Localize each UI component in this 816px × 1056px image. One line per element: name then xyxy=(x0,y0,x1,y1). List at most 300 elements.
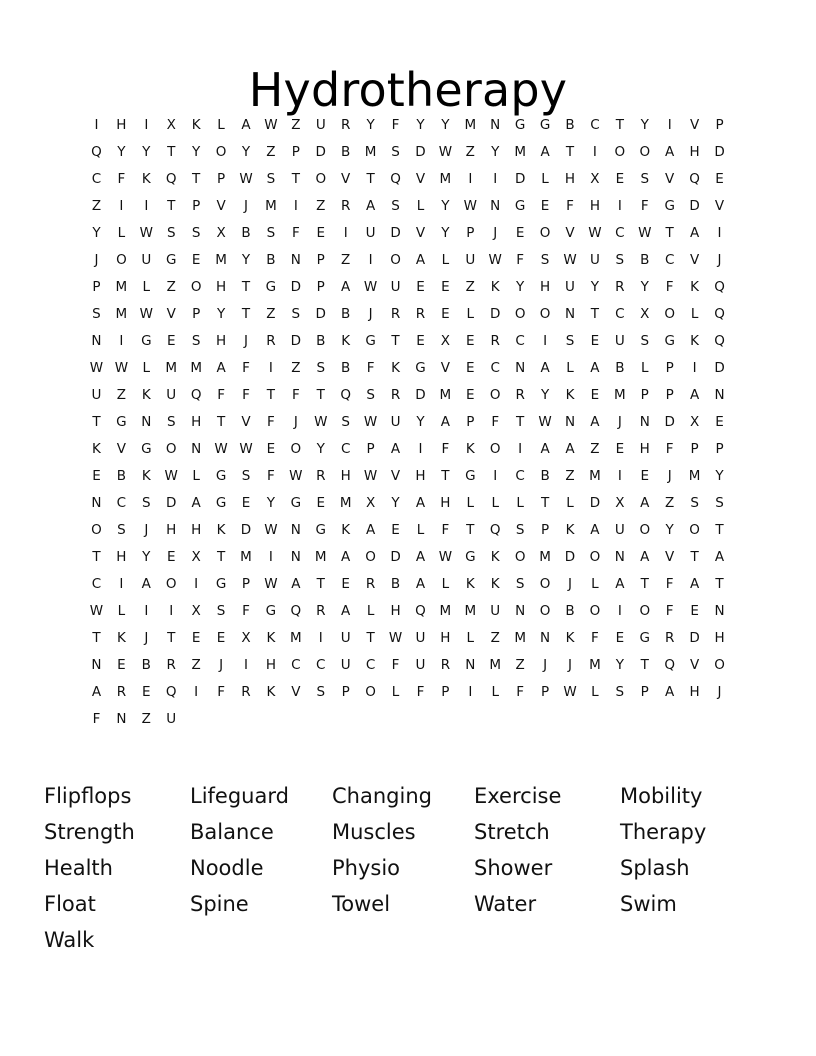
grid-cell[interactable]: H xyxy=(539,279,551,295)
grid-cell[interactable]: E xyxy=(441,279,450,295)
grid-cell[interactable]: E xyxy=(191,630,201,646)
grid-cell[interactable]: Y xyxy=(142,144,151,160)
grid-cell[interactable]: Z xyxy=(91,198,102,214)
grid-cell[interactable]: U xyxy=(91,387,102,403)
grid-cell[interactable]: L xyxy=(416,198,425,214)
grid-cell[interactable]: I xyxy=(617,198,622,214)
grid-cell[interactable]: F xyxy=(267,414,275,430)
grid-cell[interactable]: N xyxy=(714,387,725,403)
grid-cell[interactable]: I xyxy=(194,576,199,592)
grid-cell[interactable]: S xyxy=(341,414,350,430)
grid-cell[interactable]: Y xyxy=(241,144,251,160)
grid-cell[interactable]: E xyxy=(540,198,550,214)
grid-cell[interactable]: Y xyxy=(491,144,500,160)
grid-cell[interactable]: O xyxy=(165,441,177,457)
grid-cell[interactable]: L xyxy=(192,468,200,484)
grid-cell[interactable]: S xyxy=(92,306,101,322)
grid-cell[interactable]: H xyxy=(440,495,451,511)
grid-cell[interactable]: V xyxy=(689,657,700,673)
grid-cell[interactable]: W xyxy=(264,522,278,538)
grid-cell[interactable]: Z xyxy=(291,360,301,376)
grid-cell[interactable]: P xyxy=(715,117,724,133)
grid-cell[interactable]: D xyxy=(689,630,700,646)
grid-cell[interactable]: T xyxy=(167,630,176,646)
grid-cell[interactable]: O xyxy=(664,306,675,322)
grid-cell[interactable]: U xyxy=(415,630,426,646)
grid-cell[interactable]: T xyxy=(316,387,325,403)
grid-cell[interactable]: K xyxy=(565,630,575,646)
grid-cell[interactable]: P xyxy=(216,171,226,187)
grid-cell[interactable]: A xyxy=(540,441,550,457)
grid-cell[interactable]: I xyxy=(119,333,124,349)
grid-cell[interactable]: T xyxy=(266,387,276,403)
grid-cell[interactable]: I xyxy=(692,360,697,376)
grid-cell[interactable]: W xyxy=(463,198,477,214)
grid-cell[interactable]: S xyxy=(191,333,201,349)
grid-cell[interactable]: P xyxy=(665,387,674,403)
grid-cell[interactable]: F xyxy=(665,441,674,457)
grid-cell[interactable]: N xyxy=(191,441,202,457)
grid-cell[interactable]: D xyxy=(714,144,725,160)
grid-cell[interactable]: T xyxy=(366,630,375,646)
grid-cell[interactable]: T xyxy=(690,549,699,565)
grid-cell[interactable]: L xyxy=(366,603,375,619)
grid-cell[interactable]: O xyxy=(539,603,551,619)
grid-cell[interactable]: P xyxy=(192,198,201,214)
grid-cell[interactable]: D xyxy=(390,225,401,241)
grid-cell[interactable]: K xyxy=(565,522,575,538)
grid-cell[interactable]: V xyxy=(341,171,351,187)
grid-cell[interactable]: W xyxy=(264,117,278,133)
grid-cell[interactable]: I xyxy=(518,441,523,457)
grid-cell[interactable]: J xyxy=(493,225,498,241)
grid-cell[interactable]: D xyxy=(714,360,725,376)
grid-cell[interactable]: T xyxy=(92,414,101,430)
grid-cell[interactable]: K xyxy=(266,630,276,646)
grid-cell[interactable]: A xyxy=(640,495,650,511)
grid-cell[interactable]: Y xyxy=(715,468,724,484)
grid-cell[interactable]: E xyxy=(715,171,724,187)
grid-cell[interactable]: E xyxy=(640,468,650,484)
grid-cell[interactable]: Z xyxy=(465,279,475,295)
grid-cell[interactable]: E xyxy=(166,333,176,349)
grid-cell[interactable]: E xyxy=(416,333,425,349)
grid-cell[interactable]: F xyxy=(267,468,275,484)
grid-cell[interactable]: V xyxy=(665,549,675,565)
grid-cell[interactable]: W xyxy=(363,414,378,430)
grid-cell[interactable]: W xyxy=(363,279,378,295)
grid-cell[interactable]: I xyxy=(194,684,199,700)
grid-cell[interactable]: U xyxy=(565,279,575,295)
grid-cell[interactable]: U xyxy=(166,711,177,727)
grid-cell[interactable]: O xyxy=(489,387,501,403)
grid-cell[interactable]: Q xyxy=(290,603,302,619)
grid-cell[interactable]: A xyxy=(590,522,600,538)
grid-cell[interactable]: U xyxy=(166,387,177,403)
grid-cell[interactable]: K xyxy=(465,576,475,592)
grid-cell[interactable]: P xyxy=(466,225,475,241)
grid-cell[interactable]: W xyxy=(89,360,104,376)
grid-cell[interactable]: O xyxy=(215,144,227,160)
grid-cell[interactable]: P xyxy=(291,144,300,160)
grid-cell[interactable]: C xyxy=(490,360,500,376)
grid-cell[interactable]: Q xyxy=(714,306,725,322)
grid-cell[interactable]: G xyxy=(265,279,277,295)
grid-cell[interactable]: S xyxy=(291,306,301,322)
grid-cell[interactable]: T xyxy=(715,522,724,538)
word-list-item[interactable]: Towel xyxy=(332,892,391,916)
word-list-item[interactable]: Splash xyxy=(620,856,690,880)
grid-cell[interactable]: X xyxy=(440,333,450,349)
grid-cell[interactable]: W xyxy=(89,603,104,619)
grid-cell[interactable]: O xyxy=(639,522,651,538)
grid-cell[interactable]: U xyxy=(614,333,625,349)
grid-cell[interactable]: J xyxy=(543,657,548,673)
grid-cell[interactable]: E xyxy=(441,306,450,322)
grid-cell[interactable]: D xyxy=(290,333,302,349)
grid-cell[interactable]: M xyxy=(439,387,452,403)
grid-cell[interactable]: C xyxy=(316,657,326,673)
grid-cell[interactable]: S xyxy=(166,414,176,430)
grid-cell[interactable]: G xyxy=(664,198,675,214)
grid-cell[interactable]: B xyxy=(565,603,575,619)
grid-cell[interactable]: N xyxy=(91,495,102,511)
grid-cell[interactable]: S xyxy=(615,252,625,268)
grid-cell[interactable]: S xyxy=(640,171,650,187)
grid-cell[interactable]: K xyxy=(465,441,475,457)
grid-cell[interactable]: O xyxy=(489,441,501,457)
grid-cell[interactable]: U xyxy=(141,252,152,268)
grid-cell[interactable]: A xyxy=(689,387,700,403)
grid-cell[interactable]: V xyxy=(689,117,700,133)
grid-cell[interactable]: M xyxy=(439,603,452,619)
grid-cell[interactable]: F xyxy=(416,684,425,700)
grid-cell[interactable]: W xyxy=(139,225,153,241)
grid-cell[interactable]: W xyxy=(314,414,328,430)
grid-cell[interactable]: E xyxy=(515,225,525,241)
grid-cell[interactable]: I xyxy=(119,576,124,592)
grid-cell[interactable]: W xyxy=(239,441,253,457)
grid-cell[interactable]: G xyxy=(415,360,426,376)
grid-cell[interactable]: G xyxy=(465,468,476,484)
grid-cell[interactable]: W xyxy=(289,468,303,484)
grid-cell[interactable]: N xyxy=(614,549,625,565)
grid-cell[interactable]: A xyxy=(540,144,550,160)
grid-cell[interactable]: L xyxy=(516,495,524,511)
grid-cell[interactable]: T xyxy=(92,549,101,565)
grid-cell[interactable]: O xyxy=(116,252,127,268)
grid-cell[interactable]: S xyxy=(117,522,126,538)
grid-cell[interactable]: L xyxy=(491,495,499,511)
word-list-item[interactable]: Mobility xyxy=(620,784,703,808)
grid-cell[interactable]: V xyxy=(415,225,426,241)
grid-cell[interactable]: B xyxy=(141,657,151,673)
grid-cell[interactable]: M xyxy=(364,144,377,160)
grid-cell[interactable]: F xyxy=(441,441,450,457)
grid-cell[interactable]: W xyxy=(164,468,178,484)
grid-cell[interactable]: G xyxy=(116,414,127,430)
grid-cell[interactable]: G xyxy=(215,495,227,511)
grid-cell[interactable]: D xyxy=(315,144,326,160)
grid-cell[interactable]: D xyxy=(415,144,426,160)
grid-cell[interactable]: T xyxy=(441,468,450,484)
grid-cell[interactable]: Y xyxy=(640,279,649,295)
grid-cell[interactable]: S xyxy=(515,522,525,538)
grid-cell[interactable]: K xyxy=(490,549,500,565)
grid-cell[interactable]: F xyxy=(591,630,599,646)
grid-cell[interactable]: R xyxy=(166,657,176,673)
grid-cell[interactable]: A xyxy=(191,495,201,511)
grid-cell[interactable]: W xyxy=(563,252,577,268)
grid-cell[interactable]: O xyxy=(290,441,302,457)
grid-cell[interactable]: Y xyxy=(665,522,674,538)
grid-cell[interactable]: B xyxy=(341,360,351,376)
grid-cell[interactable]: M xyxy=(589,657,601,673)
grid-cell[interactable]: Z xyxy=(465,144,475,160)
grid-cell[interactable]: X xyxy=(191,549,201,565)
grid-cell[interactable]: E xyxy=(92,468,101,484)
grid-cell[interactable]: U xyxy=(465,252,476,268)
grid-cell[interactable]: O xyxy=(514,306,526,322)
grid-cell[interactable]: T xyxy=(316,576,325,592)
grid-cell[interactable]: H xyxy=(191,414,202,430)
grid-cell[interactable]: Z xyxy=(166,279,176,295)
word-list-item[interactable]: Walk xyxy=(44,928,95,952)
grid-cell[interactable]: Y xyxy=(266,495,276,511)
grid-cell[interactable]: T xyxy=(216,414,226,430)
grid-cell[interactable]: P xyxy=(241,576,251,592)
grid-cell[interactable]: A xyxy=(341,279,351,295)
grid-cell[interactable]: R xyxy=(241,684,251,700)
grid-cell[interactable]: G xyxy=(141,333,152,349)
grid-cell[interactable]: F xyxy=(242,360,250,376)
grid-cell[interactable]: T xyxy=(516,414,525,430)
grid-cell[interactable]: L xyxy=(466,630,475,646)
grid-cell[interactable]: I xyxy=(293,198,298,214)
grid-cell[interactable]: S xyxy=(316,360,326,376)
grid-cell[interactable]: I xyxy=(268,360,273,376)
grid-cell[interactable]: Z xyxy=(565,468,575,484)
grid-cell[interactable]: M xyxy=(514,144,526,160)
grid-cell[interactable]: O xyxy=(91,522,102,538)
grid-cell[interactable]: L xyxy=(117,603,126,619)
grid-cell[interactable]: K xyxy=(341,333,351,349)
grid-cell[interactable]: H xyxy=(116,117,127,133)
grid-cell[interactable]: I xyxy=(468,684,473,700)
grid-cell[interactable]: O xyxy=(190,279,202,295)
word-list-item[interactable]: Strength xyxy=(44,820,135,844)
grid-cell[interactable]: K xyxy=(141,171,151,187)
grid-cell[interactable]: G xyxy=(315,522,326,538)
grid-cell[interactable]: A xyxy=(665,144,675,160)
grid-cell[interactable]: F xyxy=(665,603,674,619)
grid-cell[interactable]: K xyxy=(341,522,351,538)
grid-cell[interactable]: A xyxy=(565,441,575,457)
grid-cell[interactable]: K xyxy=(141,387,151,403)
grid-cell[interactable]: Q xyxy=(340,387,351,403)
grid-cell[interactable]: O xyxy=(689,522,700,538)
grid-cell[interactable]: D xyxy=(490,306,501,322)
grid-cell[interactable]: O xyxy=(639,144,651,160)
grid-cell[interactable]: F xyxy=(516,684,525,700)
grid-cell[interactable]: I xyxy=(169,603,174,619)
grid-cell[interactable]: C xyxy=(664,252,675,268)
word-list-item[interactable]: Stretch xyxy=(474,820,550,844)
grid-cell[interactable]: Z xyxy=(590,441,600,457)
grid-cell[interactable]: T xyxy=(665,225,674,241)
grid-cell[interactable]: T xyxy=(565,144,575,160)
grid-cell[interactable]: H xyxy=(340,468,351,484)
grid-cell[interactable]: A xyxy=(216,360,226,376)
grid-cell[interactable]: V xyxy=(390,468,401,484)
grid-cell[interactable]: Q xyxy=(165,684,177,700)
grid-cell[interactable]: I xyxy=(144,117,149,133)
grid-cell[interactable]: Y xyxy=(640,117,649,133)
grid-cell[interactable]: J xyxy=(219,657,224,673)
grid-cell[interactable]: G xyxy=(664,333,675,349)
grid-cell[interactable]: I xyxy=(493,171,498,187)
grid-cell[interactable]: N xyxy=(91,657,102,673)
grid-cell[interactable]: E xyxy=(142,684,151,700)
grid-cell[interactable]: R xyxy=(266,333,276,349)
grid-cell[interactable]: F xyxy=(217,684,225,700)
grid-cell[interactable]: I xyxy=(592,144,597,160)
grid-cell[interactable]: N xyxy=(290,522,301,538)
grid-cell[interactable]: R xyxy=(415,306,426,322)
grid-cell[interactable]: T xyxy=(241,279,251,295)
grid-cell[interactable]: A xyxy=(615,576,625,592)
grid-cell[interactable]: L xyxy=(690,306,699,322)
grid-cell[interactable]: P xyxy=(640,387,649,403)
grid-cell[interactable]: J xyxy=(568,576,572,592)
grid-cell[interactable]: U xyxy=(365,225,376,241)
grid-cell[interactable]: J xyxy=(717,252,722,268)
grid-cell[interactable]: H xyxy=(689,144,700,160)
grid-cell[interactable]: E xyxy=(266,441,276,457)
grid-cell[interactable]: Q xyxy=(415,603,426,619)
grid-cell[interactable]: K xyxy=(116,630,126,646)
grid-cell[interactable]: E xyxy=(216,630,226,646)
grid-cell[interactable]: P xyxy=(665,360,674,376)
grid-cell[interactable]: F xyxy=(640,198,649,214)
grid-cell[interactable]: T xyxy=(540,495,550,511)
grid-cell[interactable]: P xyxy=(441,684,450,700)
grid-cell[interactable]: B xyxy=(316,333,326,349)
grid-cell[interactable]: K xyxy=(266,684,276,700)
grid-cell[interactable]: R xyxy=(664,630,675,646)
grid-cell[interactable]: A xyxy=(415,252,426,268)
grid-cell[interactable]: Y xyxy=(441,198,450,214)
grid-cell[interactable]: V xyxy=(565,225,575,241)
grid-cell[interactable]: T xyxy=(615,117,624,133)
grid-cell[interactable]: M xyxy=(439,171,452,187)
grid-cell[interactable]: D xyxy=(664,414,675,430)
grid-cell[interactable]: L xyxy=(142,279,151,295)
grid-cell[interactable]: Y xyxy=(366,117,375,133)
grid-cell[interactable]: W xyxy=(139,306,153,322)
grid-cell[interactable]: K xyxy=(141,468,151,484)
grid-cell[interactable]: N xyxy=(515,360,526,376)
grid-cell[interactable]: K xyxy=(92,441,101,457)
grid-cell[interactable]: N xyxy=(490,198,501,214)
grid-cell[interactable]: C xyxy=(515,468,525,484)
grid-cell[interactable]: R xyxy=(490,333,500,349)
grid-cell[interactable]: P xyxy=(316,252,325,268)
grid-cell[interactable]: F xyxy=(516,252,525,268)
grid-cell[interactable]: F xyxy=(665,279,674,295)
grid-cell[interactable]: Q xyxy=(91,144,102,160)
grid-cell[interactable]: N xyxy=(91,333,102,349)
grid-cell[interactable]: J xyxy=(568,657,572,673)
grid-cell[interactable]: N xyxy=(714,603,725,619)
grid-cell[interactable]: E xyxy=(341,576,350,592)
grid-cell[interactable]: S xyxy=(515,576,525,592)
grid-cell[interactable]: O xyxy=(165,576,177,592)
grid-cell[interactable]: Q xyxy=(714,279,725,295)
grid-cell[interactable]: G xyxy=(539,117,551,133)
grid-cell[interactable]: M xyxy=(240,549,252,565)
grid-cell[interactable]: O xyxy=(614,144,626,160)
grid-cell[interactable]: Y xyxy=(441,225,450,241)
grid-cell[interactable]: E xyxy=(590,387,600,403)
grid-cell[interactable]: Z xyxy=(266,306,276,322)
grid-cell[interactable]: V xyxy=(291,684,301,700)
grid-cell[interactable]: Y xyxy=(590,279,600,295)
grid-cell[interactable]: T xyxy=(167,198,176,214)
grid-cell[interactable]: N xyxy=(290,252,301,268)
word-list-item[interactable]: Physio xyxy=(332,856,401,880)
grid-cell[interactable]: J xyxy=(244,333,248,349)
grid-cell[interactable]: Y xyxy=(92,225,101,241)
grid-cell[interactable]: A xyxy=(341,549,351,565)
grid-cell[interactable]: O xyxy=(589,549,601,565)
grid-cell[interactable]: Y xyxy=(216,306,226,322)
grid-cell[interactable]: C xyxy=(590,117,600,133)
grid-cell[interactable]: C xyxy=(91,576,102,592)
grid-cell[interactable]: R xyxy=(316,603,326,619)
grid-cell[interactable]: K xyxy=(490,279,500,295)
grid-cell[interactable]: F xyxy=(242,387,250,403)
grid-cell[interactable]: K xyxy=(690,333,700,349)
grid-cell[interactable]: F xyxy=(92,711,101,727)
grid-cell[interactable]: H xyxy=(589,198,600,214)
grid-cell[interactable]: L xyxy=(217,117,225,133)
grid-cell[interactable]: W xyxy=(438,549,453,565)
grid-cell[interactable]: D xyxy=(589,495,601,511)
grid-cell[interactable]: W xyxy=(239,171,253,187)
grid-cell[interactable]: H xyxy=(265,657,276,673)
grid-cell[interactable]: M xyxy=(614,387,626,403)
grid-cell[interactable]: H xyxy=(689,684,700,700)
grid-cell[interactable]: Z xyxy=(141,711,151,727)
grid-cell[interactable]: E xyxy=(191,252,201,268)
grid-cell[interactable]: S xyxy=(391,198,400,214)
grid-cell[interactable]: I xyxy=(493,468,498,484)
grid-cell[interactable]: Z xyxy=(515,657,525,673)
grid-cell[interactable]: E xyxy=(615,171,625,187)
grid-cell[interactable]: H xyxy=(166,522,177,538)
grid-cell[interactable]: O xyxy=(714,657,725,673)
word-list-item[interactable]: Noodle xyxy=(190,856,264,880)
grid-cell[interactable]: F xyxy=(366,360,375,376)
grid-cell[interactable]: N xyxy=(465,657,476,673)
word-list-item[interactable]: Health xyxy=(44,856,113,880)
grid-cell[interactable]: Q xyxy=(165,171,177,187)
grid-cell[interactable]: H xyxy=(564,171,576,187)
grid-cell[interactable]: A xyxy=(91,684,102,700)
grid-cell[interactable]: B xyxy=(540,468,550,484)
grid-cell[interactable]: Z xyxy=(316,198,326,214)
